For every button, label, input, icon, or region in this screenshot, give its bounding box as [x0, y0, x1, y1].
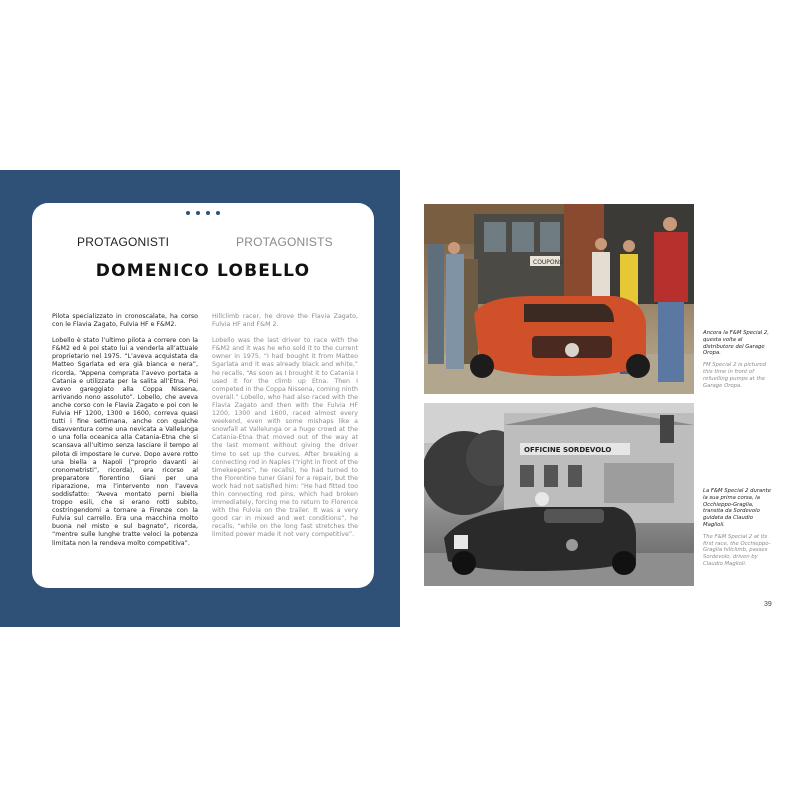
- dot-icon: [216, 211, 220, 215]
- english-body-paragraph: Lobello was the last driver to race with the F&M2 and it was he who sold it to the current owner in 1975. “I had bought it from Matteo Sgarlata and it was already black and white,” he recalls, “As soon as I brought it to Catania I used it for the climb up Etna. Then I competed in the Coppa Nissena, coming ninth overall.” Lobello, who had also raced with the Flavia Zagato and then with the Fulvia HF 1200, 1300 and 1600, raced almost every weekend, even with some mishaps like a snowfall at Vallelunga or a huge crowd at the Catania-Etna that moved out of the way at the last moment without giving the driver time to set up the curves. After breaking a connecting rod in Naples (“right in front of the timekeepers”, he recalls), he had turned to the Florentine tuner Giani for a repair, but the work had not satisfied him: “He had fitted too thin connecting rod pins, which had broken immediately, forcing me to return to Florence with the Fulvia on the trailer. It was a very good car in mixed and wet conditions”, he recalls, “while on the long fast stretches the limited power made it not very competitive”.: [212, 337, 358, 539]
- photo-car-racing-sordevolo: [424, 403, 694, 586]
- dot-icon: [186, 211, 190, 215]
- dot-icon: [206, 211, 210, 215]
- section-label-english: PROTAGONISTS: [236, 235, 333, 249]
- caption-2-english: The F&M Special 2 at its first race, the Occhieppo-Graglia hillclimb, passes Sordevolo, driven by Claudio Maglioli.: [703, 533, 771, 567]
- caption-2-italian: La F&M Special 2 durante la sua prima corsa, la Occhieppo-Graglia, transita da Sordevolo guidata da Claudio Maglioli.: [703, 488, 771, 528]
- italian-intro-paragraph: Pilota specializzato in cronoscalate, ha corso con le Flavia Zagato, Fulvia HF e F&M2.: [52, 313, 198, 329]
- photo-car-at-garage: [424, 204, 694, 394]
- decorative-dots: [32, 211, 374, 215]
- english-intro-paragraph: Hillclimb racer, he drove the Flavia Zagato, Fulvia HF and F&M 2.: [212, 313, 358, 329]
- page-number: 39: [764, 601, 772, 608]
- caption-1-italian: Ancora la F&M Special 2, questa volta al distributore del Garage Oropa.: [703, 330, 769, 357]
- page-title: DOMENICO LOBELLO: [95, 261, 311, 281]
- dot-icon: [196, 211, 200, 215]
- italian-body-paragraph: Lobello è stato l’ultimo pilota a correre con la F&M2 ed è poi stato lui a venderla all’attuale proprietario nel 1975. “L’aveva acquistata da Matteo Sgarlata ed era già bianca e nera”, ricorda, “Appena comprata l’avevo portata a Catania e utilizzata per la salita all’Etna. Poi avevo gareggiato alla Coppa Nissena, arrivando nono assoluto”. Lobello, che aveva anche corso con le Flavia Zagato e poi con le Fulvia HF 1200, 1300 e 1600, correva quasi tutti i fine settimana, anche con qualche disavventura come una nevicata a Vallelunga o una folla oceanica alla Catania-Etna che si scansava all’ultimo senza lasciare il tempo al pilota di impostare le curve. Dopo avere rotto una biella a Napoli (“proprio davanti ai cronometristi”, ricorda), era ricorso al preparatore fiorentino Giani per una riparazione, ma l’intervento non l’aveva soddisfatto: “Aveva montato perni biella troppo esili, che si erano rotti subito, costringendomi a tornare a Firenze con la Fulvia sul carrello. Era una macchina molto buona nel misto e sul bagnato”, ricorda, “mentre sulle lunghe tratte veloci la potenza limitata non la rendeva molto competitiva”.: [52, 337, 198, 547]
- english-column: [212, 313, 358, 548]
- italian-column: [52, 313, 198, 556]
- section-label-italian: PROTAGONISTI: [77, 235, 170, 249]
- officine-sign: OFFICINE SORDEVOLO: [524, 446, 612, 454]
- coupons-sign: COUPONS: [533, 259, 563, 266]
- caption-photo-1: [703, 330, 773, 389]
- text-card: [32, 203, 374, 588]
- caption-1-english: FM Special 2 is pictured this time in front of refuelling pumps at the Garage Oropa.: [703, 362, 767, 389]
- caption-photo-2: [703, 488, 773, 568]
